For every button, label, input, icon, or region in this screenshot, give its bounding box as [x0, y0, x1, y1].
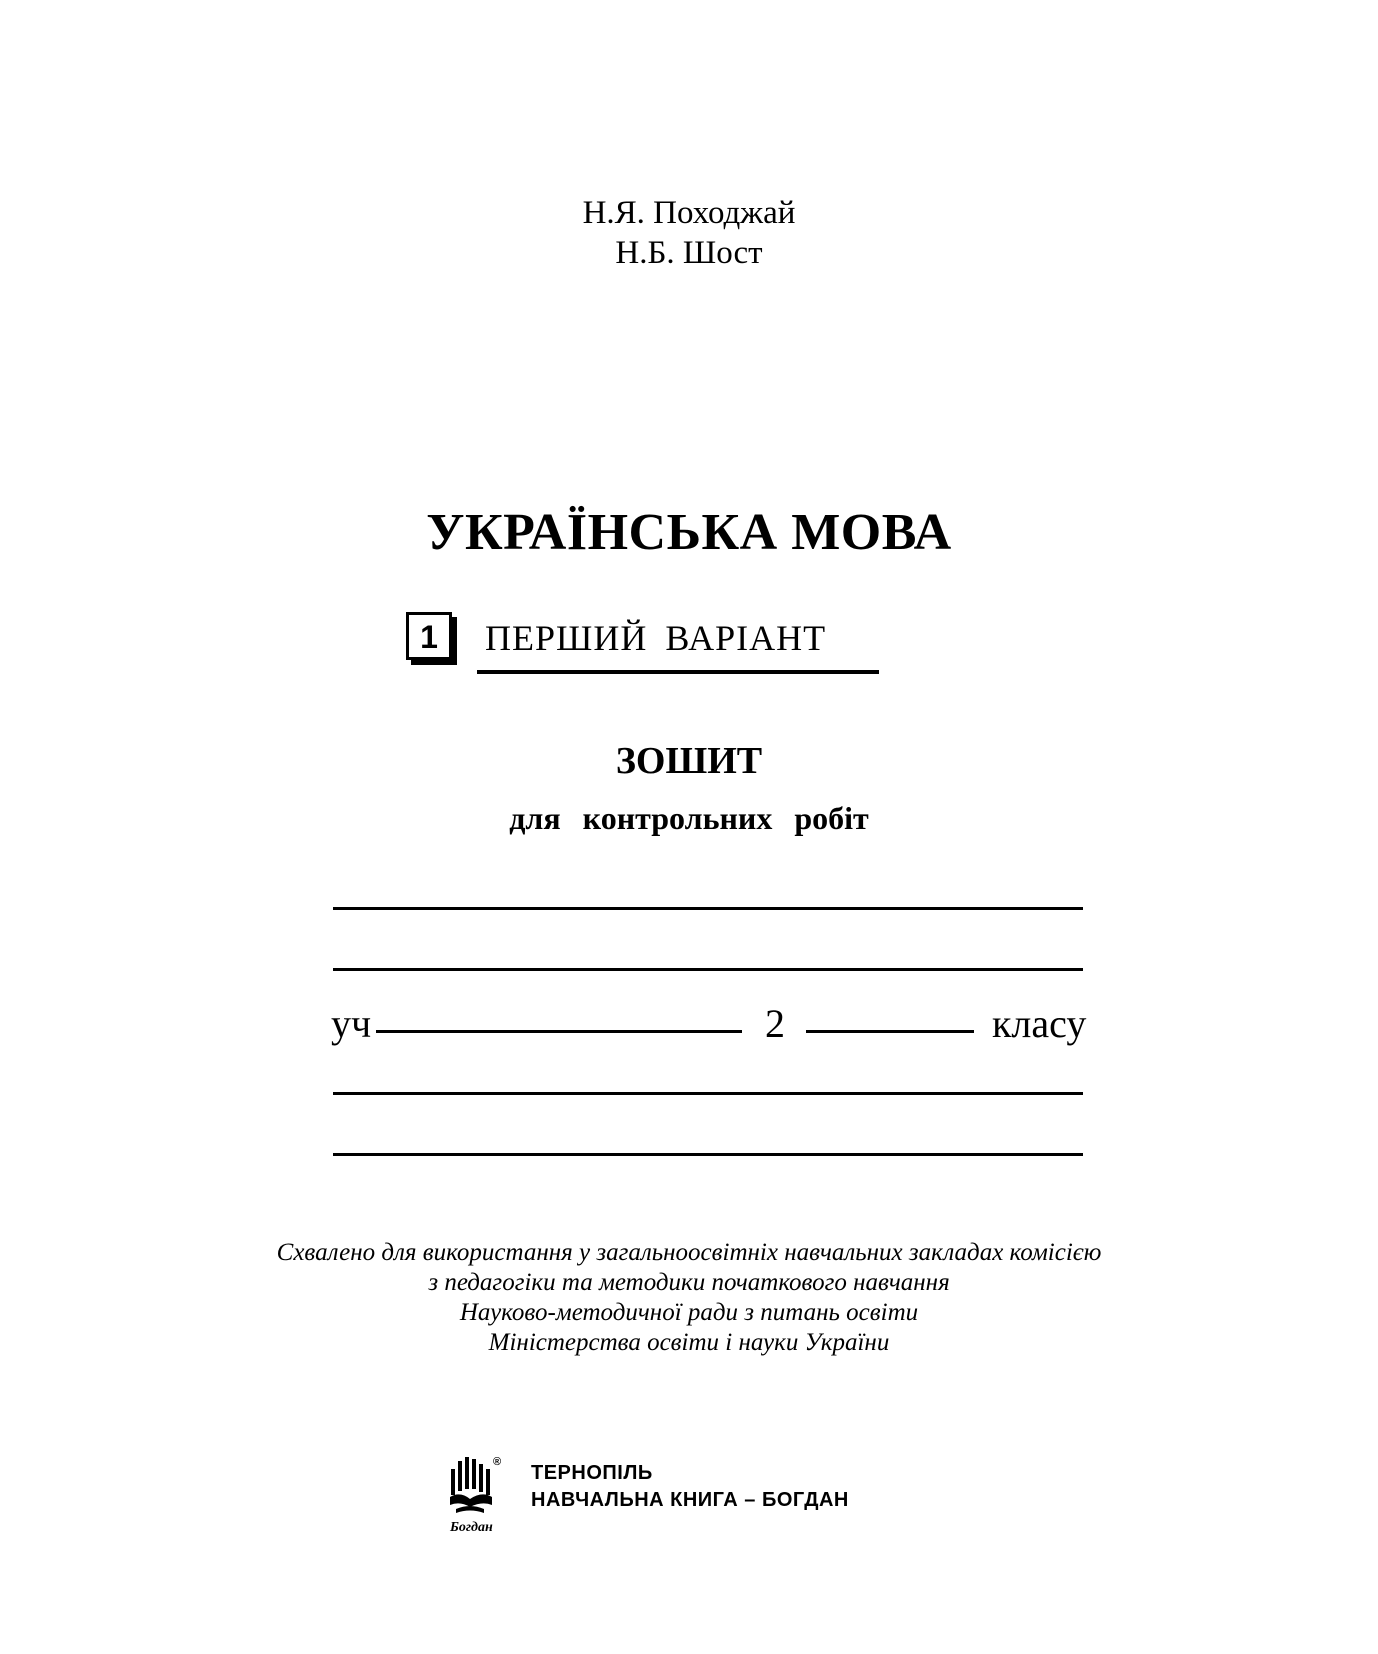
approval-line-3: Науково-методичної ради з питань освіти [459, 1299, 919, 1326]
variant-label: ПЕРШИЙ ВАРІАНТ [485, 618, 827, 658]
approval-line-1: Схвалено для використання у загальноосвітніх навчальних закладах комісією [276, 1239, 1102, 1266]
blank-line-3[interactable] [333, 1092, 1083, 1095]
approval-line-2: з педагогіки та методики початкового навчання [428, 1269, 950, 1296]
logo-text: Богдан [450, 1520, 493, 1535]
publisher-logo-icon [448, 1455, 510, 1535]
publisher-name: НАВЧАЛЬНА КНИГА – БОГДАН [531, 1489, 849, 1511]
author-name-1: Н.Я. Походжай [582, 195, 796, 231]
student-prefix: уч [331, 1001, 372, 1046]
registered-mark: ® [493, 1456, 502, 1468]
blank-line-1[interactable] [333, 907, 1083, 910]
book-title: УКРАЇНСЬКА МОВА [426, 504, 952, 561]
variant-underline [477, 670, 879, 674]
notebook-purpose: для контрольних робіт [509, 800, 869, 836]
approval-line-4: Міністерства освіти і науки України [488, 1329, 890, 1356]
blank-line-2[interactable] [333, 968, 1083, 971]
blank-line-4[interactable] [333, 1153, 1083, 1156]
publisher-city: ТЕРНОПІЛЬ [531, 1462, 653, 1484]
grade-number: 2 [765, 1001, 785, 1046]
grade-suffix: класу [992, 1001, 1087, 1046]
class-letter-line[interactable] [806, 1030, 974, 1033]
notebook-label: ЗОШИТ [615, 740, 763, 782]
author-name-2: Н.Б. Шост [615, 235, 763, 271]
variant-number-box: 1 [406, 612, 452, 660]
student-name-line[interactable] [376, 1030, 742, 1033]
